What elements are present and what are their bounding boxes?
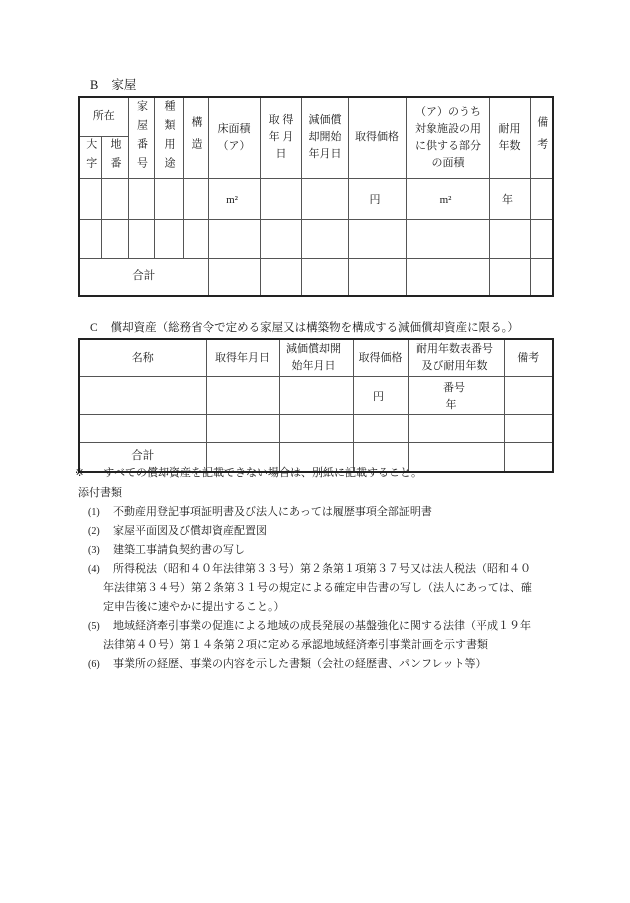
item-text: 家屋平面図及び償却資産配置図 (113, 525, 267, 537)
caution-text: すべての償却資産を記載できない場合は、別紙に記載すること。 (103, 467, 422, 479)
col-header-type-use: 種類用途 (154, 97, 183, 178)
table-row (79, 178, 553, 219)
col-header-name: 名称 (79, 339, 206, 377)
col-header-useful-life-table: 耐用年数表番号及び耐用年数 (408, 339, 504, 377)
unit-portion-area: m² (406, 178, 489, 219)
col-header-remarks: 備考 (504, 339, 553, 377)
unit-life: 年 (489, 178, 530, 219)
unit-floor-area: m² (208, 178, 260, 219)
col-header-floor-area: 床面積（ア） (208, 97, 260, 178)
caution-marker: ※ (75, 467, 85, 479)
attachments-list (78, 503, 540, 674)
section-b-label: B (90, 78, 99, 92)
col-header-acquisition-price: 取得価格 (348, 97, 406, 178)
col-header-chiban: 地番 (101, 136, 128, 178)
table-row (79, 219, 553, 258)
col-header-useful-life: 耐用年数 (489, 97, 530, 178)
total-label: 合計 (79, 443, 206, 472)
total-row (79, 258, 553, 296)
item-number: (2) (88, 526, 100, 537)
col-header-structure: 構造 (183, 97, 208, 178)
list-item (78, 522, 540, 541)
list-item (78, 503, 540, 522)
building-table (78, 96, 554, 297)
col-header-target-portion-area: （ア）のうち対象施設の用に供する部分の面積 (406, 97, 489, 178)
item-number: (6) (88, 659, 100, 670)
unit-number: 番号 (443, 382, 465, 394)
item-text: 建築工事請負契約書の写し (113, 544, 245, 556)
col-header-house-number: 家屋番号 (128, 97, 154, 178)
col-header-location: 所在 (79, 97, 128, 136)
item-number: (1) (88, 507, 100, 518)
item-text: 地域経済牽引事業の促進による地域の成長発展の基盤強化に関する法律（平成１９年法律第４０号）第１４条第２項に定める承認地域経済牽引事業計画を示す書類 (103, 620, 531, 651)
depreciable-assets-table (78, 338, 554, 473)
item-text: 不動産用登記事項証明書及び法人にあっては履歴事項全部証明書 (113, 506, 432, 518)
item-text: 所得税法（昭和４０年法律第３３号）第２条第１項第３７号又は法人税法（昭和４０年法律第３４号）第２条第３１号の規定による確定申告書の写し（法人にあっては、確定申告後に速やかに提出すること。） (103, 563, 532, 613)
list-item (78, 541, 540, 560)
item-text: 事業所の経歴、事業の内容を示した書類（会社の経歴書、パンフレット等） (113, 658, 487, 670)
col-header-oaza: 大字 (79, 136, 101, 178)
col-header-acquisition-date: 取 得 年 月 日 (260, 97, 301, 178)
item-number: (4) (88, 564, 100, 575)
list-item (78, 560, 540, 617)
col-header-acquisition-price: 取得価格 (353, 339, 408, 377)
section-b-name: 家屋 (111, 78, 137, 92)
unit-price: 円 (353, 377, 408, 415)
unit-price: 円 (348, 178, 406, 219)
unit-years: 年 (445, 399, 457, 411)
section-c-name: 償却資産（総務省令で定める家屋又は構築物を構成する減価償却資産に限る。） (110, 322, 519, 334)
section-c-title (90, 319, 519, 335)
caution-note (75, 464, 422, 480)
total-label: 合計 (79, 258, 208, 296)
attachments-heading: 添付書類 (78, 487, 122, 499)
section-c-label: C (90, 322, 98, 334)
table-row (79, 377, 553, 415)
list-item (78, 617, 540, 655)
col-header-depreciation-start: 減価償却開始年月日 (301, 97, 348, 178)
unit-life-number (408, 377, 504, 415)
item-number: (3) (88, 545, 100, 556)
col-header-remarks: 備考 (530, 97, 553, 178)
item-number: (5) (88, 621, 100, 632)
col-header-acquisition-date: 取得年月日 (206, 339, 279, 377)
col-header-depreciation-start: 減価償却開始年月日 (279, 339, 353, 377)
section-b-title (90, 75, 136, 93)
list-item (78, 655, 540, 674)
table-row (79, 415, 553, 443)
